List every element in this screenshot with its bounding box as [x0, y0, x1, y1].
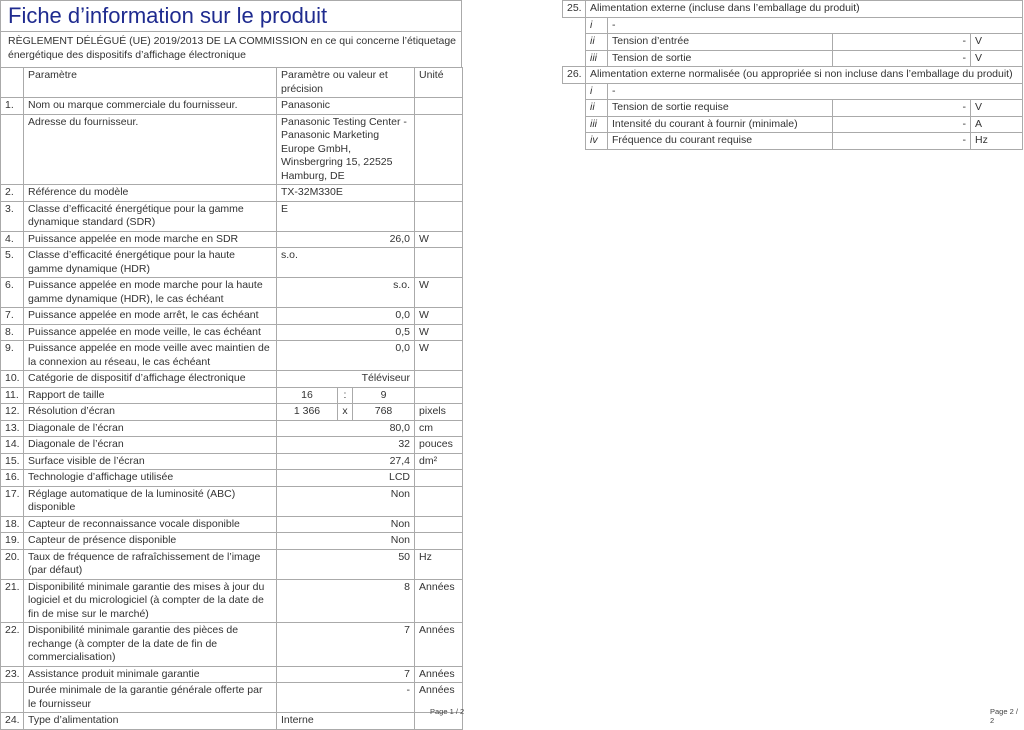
table-row: [1, 114, 463, 185]
row-label: Tension d’entrée: [608, 34, 833, 51]
row-number: 13.: [1, 420, 24, 437]
row-label: Rapport de taille: [24, 387, 277, 404]
table-row: [1, 453, 463, 470]
row-number: 8.: [1, 324, 24, 341]
row-value: -: [833, 100, 971, 117]
aspect-width: 16: [277, 387, 338, 404]
row-label: -: [608, 17, 1023, 34]
row-label: Puissance appelée en mode veille, le cas échéant: [24, 324, 277, 341]
row-unit: dm²: [415, 453, 463, 470]
row-label: Adresse du fournisseur.: [24, 114, 277, 185]
row-value: 50: [277, 549, 415, 579]
table-row: [1, 324, 463, 341]
row-value: 8: [277, 579, 415, 623]
row-number: 25.: [563, 1, 586, 18]
row-label: Résolution d’écran: [24, 404, 277, 421]
row-label: -: [608, 83, 1023, 100]
row-number: 14.: [1, 437, 24, 454]
row-label: Assistance produit minimale garantie: [24, 666, 277, 683]
row-value: TX-32M330E: [277, 185, 415, 202]
table-row: [1, 248, 463, 278]
row-value: E: [277, 201, 415, 231]
row-value: 0,0: [277, 308, 415, 325]
table-row: [1, 201, 463, 231]
row-unit: W: [415, 341, 463, 371]
table-row: [1, 420, 463, 437]
power-supply-table: [562, 0, 1023, 150]
row-unit: pixels: [415, 404, 463, 421]
row-label: Diagonale de l’écran: [24, 437, 277, 454]
row-number: 16.: [1, 470, 24, 487]
table-row: [1, 549, 463, 579]
row-label: Type d’alimentation: [24, 713, 277, 730]
row-value: s.o.: [277, 248, 415, 278]
row-unit: Années: [415, 579, 463, 623]
row-unit: W: [415, 308, 463, 325]
row-number: 18.: [1, 516, 24, 533]
row-number: 10.: [1, 371, 24, 388]
row-label: Référence du modèle: [24, 185, 277, 202]
row-number: 26.: [563, 67, 586, 84]
row-number: 22.: [1, 623, 24, 667]
row-unit: V: [971, 100, 1023, 117]
table-row: [1, 533, 463, 550]
resolution-separator: x: [338, 404, 353, 421]
table-row: [1, 486, 463, 516]
table-row: [563, 67, 1023, 84]
row-unit: Hz: [971, 133, 1023, 150]
row-roman: iii: [586, 116, 608, 133]
row-number: 9.: [1, 341, 24, 371]
row-label: Alimentation externe normalisée (ou appropriée si non incluse dans l’emballage du produit): [586, 67, 1023, 84]
table-row: [1, 579, 463, 623]
row-label: Alimentation externe (incluse dans l’emballage du produit): [586, 1, 1023, 18]
row-roman: ii: [586, 34, 608, 51]
table-row: [563, 83, 1023, 100]
row-label: Tension de sortie requise: [608, 100, 833, 117]
row-label: Puissance appelée en mode veille avec maintien de la connexion au réseau, le cas échéant: [24, 341, 277, 371]
row-number: 1.: [1, 98, 24, 115]
row-label: Puissance appelée en mode marche en SDR: [24, 231, 277, 248]
header-unit: Unité: [415, 68, 463, 98]
table-row: [1, 437, 463, 454]
row-unit: Années: [415, 683, 463, 713]
row-value: Non: [277, 516, 415, 533]
table-row: [1, 623, 463, 667]
row-number: 20.: [1, 549, 24, 579]
row-value: -: [833, 34, 971, 51]
row-number: 23.: [1, 666, 24, 683]
row-unit: Hz: [415, 549, 463, 579]
row-label: Puissance appelée en mode marche pour la haute gamme dynamique (HDR), le cas échéant: [24, 278, 277, 308]
aspect-separator: :: [338, 387, 353, 404]
row-label: Intensité du courant à fournir (minimale): [608, 116, 833, 133]
table-row: [1, 516, 463, 533]
aspect-height: 9: [353, 387, 415, 404]
row-label: Nom ou marque commerciale du fournisseur.: [24, 98, 277, 115]
row-label: Classe d’efficacité énergétique pour la haute gamme dynamique (HDR): [24, 248, 277, 278]
table-row: [563, 50, 1023, 67]
row-roman: i: [586, 17, 608, 34]
row-number: 7.: [1, 308, 24, 325]
row-label: Diagonale de l’écran: [24, 420, 277, 437]
row-number: 12.: [1, 404, 24, 421]
row-unit: cm: [415, 420, 463, 437]
row-value: Panasonic: [277, 98, 415, 115]
page-2: [562, 0, 1024, 725]
row-roman: iii: [586, 50, 608, 67]
page-number: Page 1 / 2: [430, 707, 465, 716]
table-row: [1, 470, 463, 487]
row-unit: W: [415, 231, 463, 248]
table-row: [1, 371, 463, 388]
row-number: 2.: [1, 185, 24, 202]
row-value: -: [833, 116, 971, 133]
row-roman: iv: [586, 133, 608, 150]
header-value: Paramètre ou valeur et précision: [277, 68, 415, 98]
resolution-width: 1 366: [277, 404, 338, 421]
row-number: 4.: [1, 231, 24, 248]
row-value: 7: [277, 623, 415, 667]
row-number: 6.: [1, 278, 24, 308]
row-number: 19.: [1, 533, 24, 550]
row-label: Fréquence du courant requise: [608, 133, 833, 150]
table-row: [1, 98, 463, 115]
row-label: Catégorie de dispositif d’affichage électronique: [24, 371, 277, 388]
row-value: Non: [277, 533, 415, 550]
row-value: 0,0: [277, 341, 415, 371]
row-value: Interne: [277, 713, 415, 730]
row-unit: W: [415, 324, 463, 341]
row-unit: V: [971, 50, 1023, 67]
row-label: Classe d’efficacité énergétique pour la gamme dynamique standard (SDR): [24, 201, 277, 231]
table-row: [1, 231, 463, 248]
row-unit: pouces: [415, 437, 463, 454]
row-label: Capteur de reconnaissance vocale disponible: [24, 516, 277, 533]
row-number: 15.: [1, 453, 24, 470]
row-value: 32: [277, 437, 415, 454]
row-unit: Années: [415, 623, 463, 667]
row-label: Tension de sortie: [608, 50, 833, 67]
row-value: s.o.: [277, 278, 415, 308]
table-row: [563, 17, 1023, 34]
row-label: Disponibilité minimale garantie des mises à jour du logiciel et du micrologiciel (à compter de la date de fin de mise sur le marché): [24, 579, 277, 623]
regulation-text: RÈGLEMENT DÉLÉGUÉ (UE) 2019/2013 DE LA COMMISSION en ce qui concerne l’étiquetage énergétique des dispositifs d’affichage électronique: [0, 32, 462, 67]
table-row: [1, 404, 463, 421]
row-label: Technologie d’affichage utilisée: [24, 470, 277, 487]
table-row: [563, 1, 1023, 18]
row-value: 80,0: [277, 420, 415, 437]
product-info-table: [0, 67, 463, 730]
row-roman: i: [586, 83, 608, 100]
row-value: LCD: [277, 470, 415, 487]
table-row: [1, 683, 463, 713]
table-row: [563, 100, 1023, 117]
row-unit: W: [415, 278, 463, 308]
table-row: [1, 341, 463, 371]
table-row: [1, 713, 463, 730]
row-number: 11.: [1, 387, 24, 404]
row-value: Non: [277, 486, 415, 516]
row-number: 17.: [1, 486, 24, 516]
table-row: [563, 116, 1023, 133]
row-unit: A: [971, 116, 1023, 133]
table-row: [563, 34, 1023, 51]
row-value: -: [833, 50, 971, 67]
row-value: -: [277, 683, 415, 713]
row-label: Durée minimale de la garantie générale offerte par le fournisseur: [24, 683, 277, 713]
table-row: [1, 387, 463, 404]
row-label: Capteur de présence disponible: [24, 533, 277, 550]
row-value: 26,0: [277, 231, 415, 248]
table-row: [1, 666, 463, 683]
table-row: [1, 308, 463, 325]
page-number: Page 2 / 2: [990, 707, 1018, 725]
page-1: [0, 0, 465, 726]
row-label: Disponibilité minimale garantie des pièces de rechange (à compter de la date de fin de commercialisation): [24, 623, 277, 667]
row-label: Surface visible de l’écran: [24, 453, 277, 470]
row-label: Réglage automatique de la luminosité (ABC) disponible: [24, 486, 277, 516]
row-roman: ii: [586, 100, 608, 117]
row-label: Taux de fréquence de rafraîchissement de l’image (par défaut): [24, 549, 277, 579]
row-value: Panasonic Testing Center - Panasonic Marketing Europe GmbH, Winsbergring 15, 22525 Hamburg, DE: [277, 114, 415, 185]
row-value: 7: [277, 666, 415, 683]
table-row: [563, 133, 1023, 150]
row-label: Puissance appelée en mode arrêt, le cas échéant: [24, 308, 277, 325]
table-row: [1, 185, 463, 202]
row-number: 21.: [1, 579, 24, 623]
resolution-height: 768: [353, 404, 415, 421]
row-number: 5.: [1, 248, 24, 278]
document-title: Fiche d’information sur le produit: [0, 0, 462, 32]
row-value: 27,4: [277, 453, 415, 470]
row-unit: V: [971, 34, 1023, 51]
table-header-row: [1, 68, 463, 98]
row-value: Téléviseur: [277, 371, 415, 388]
row-value: 0,5: [277, 324, 415, 341]
table-row: [1, 278, 463, 308]
row-unit: Années: [415, 666, 463, 683]
header-param: Paramètre: [24, 68, 277, 98]
row-value: -: [833, 133, 971, 150]
row-number: 3.: [1, 201, 24, 231]
row-number: 24.: [1, 713, 24, 730]
